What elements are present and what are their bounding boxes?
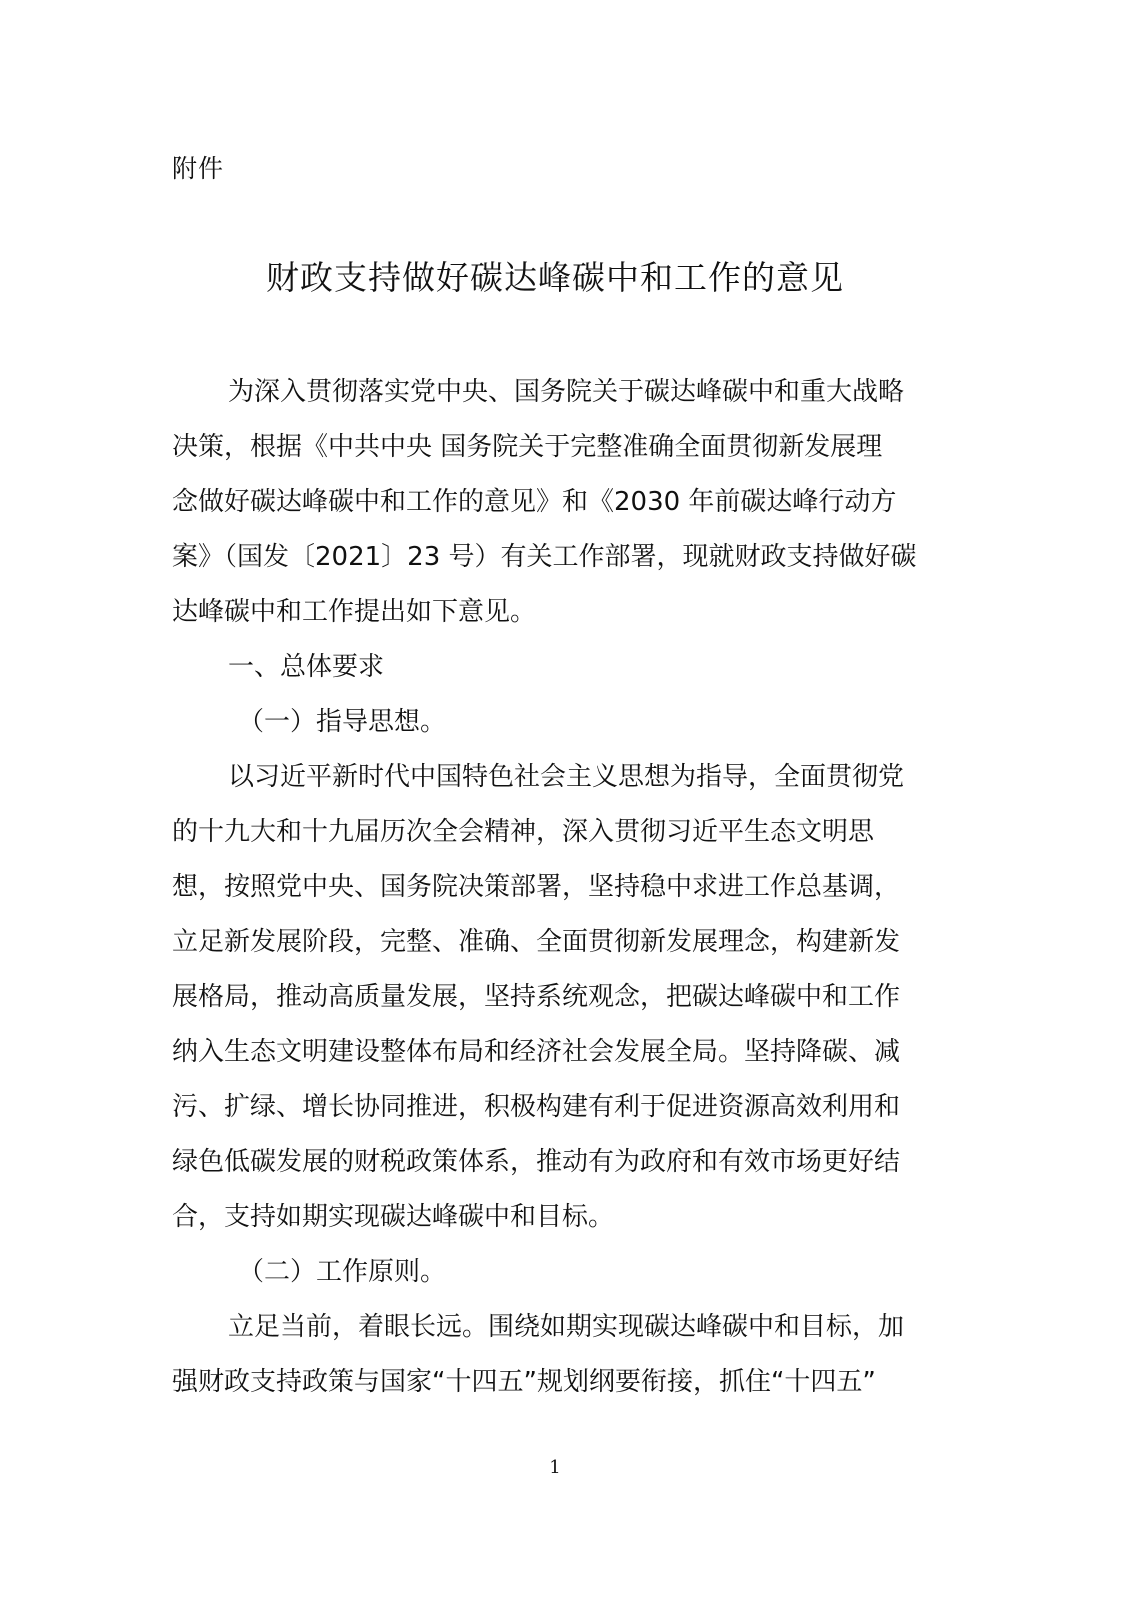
text-line: 强财政支持政策与国家“十四五”规划纲要衔接，抓住“十四五” bbox=[172, 1367, 876, 1397]
text-line: 的十九大和十九届历次全会精神，深入贯彻习近平生态文明思 bbox=[172, 817, 875, 847]
section-heading: 一、总体要求 bbox=[228, 652, 385, 682]
text-line: 决策，根据《中共中央 国务院关于完整准确全面贯彻新发展理 bbox=[172, 432, 883, 462]
text-line: 展格局，推动高质量发展，坚持系统观念，把碳达峰碳中和工作 bbox=[172, 982, 901, 1012]
intro-paragraph bbox=[172, 365, 968, 640]
subsection-heading: （二）工作原则。 bbox=[238, 1257, 447, 1287]
text-line: 合，支持如期实现碳达峰碳中和目标。 bbox=[172, 1202, 615, 1232]
document-body bbox=[172, 365, 968, 1410]
text-line: 立足新发展阶段，完整、准确、全面贯彻新发展理念，构建新发 bbox=[172, 927, 901, 957]
principle-paragraph bbox=[172, 1300, 968, 1410]
text-line: 达峰碳中和工作提出如下意见。 bbox=[172, 597, 537, 627]
document-title: 财政支持做好碳达峰碳中和工作的意见 bbox=[266, 258, 844, 297]
attachment-label: 附件 bbox=[172, 154, 225, 183]
text-line: 立足当前，着眼长远。围绕如期实现碳达峰碳中和目标，加 bbox=[228, 1312, 905, 1342]
guiding-paragraph bbox=[172, 750, 968, 1245]
page-number: 1 bbox=[549, 1457, 561, 1478]
text-line: 以习近平新时代中国特色社会主义思想为指导，全面贯彻党 bbox=[228, 762, 905, 792]
text-line: 想，按照党中央、国务院决策部署，坚持稳中求进工作总基调， bbox=[172, 872, 901, 902]
text-line: 污、扩绿、增长协同推进，积极构建有利于促进资源高效利用和 bbox=[172, 1092, 901, 1122]
text-line: 案》（国发〔2021〕23 号）有关工作部署，现就财政支持做好碳 bbox=[172, 542, 917, 572]
text-line: 纳入生态文明建设整体布局和经济社会发展全局。坚持降碳、减 bbox=[172, 1037, 901, 1067]
subsection-heading: （一）指导思想。 bbox=[238, 707, 447, 737]
text-line: 绿色低碳发展的财税政策体系，推动有为政府和有效市场更好结 bbox=[172, 1147, 901, 1177]
text-line: 念做好碳达峰碳中和工作的意见》和《2030 年前碳达峰行动方 bbox=[172, 487, 897, 517]
text-line: 为深入贯彻落实党中央、国务院关于碳达峰碳中和重大战略 bbox=[228, 377, 905, 407]
